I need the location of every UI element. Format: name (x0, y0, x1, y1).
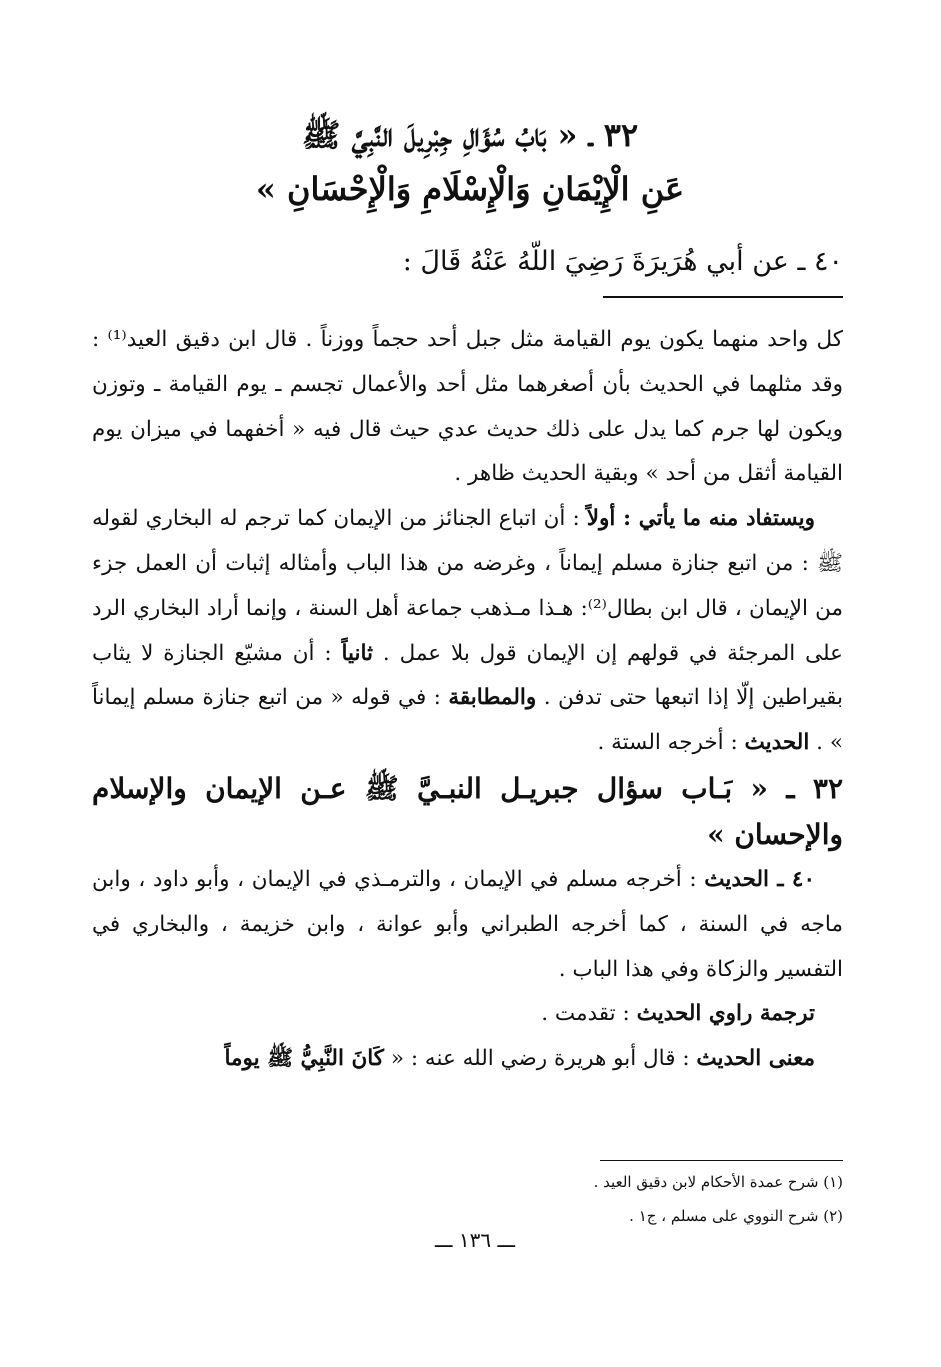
section-heading-line-1: ٣٢ ـ « بَـاب سؤال جبريـل النبـيَّ ﷺ عـن الإيمان والإسلام (92, 771, 843, 805)
chapter-heading-line-1: ٣٢ ـ « بَابُ سُؤَالِ جِبْرِيلَ النَّبِيَّ ﷺ (301, 116, 639, 154)
footnote-2: (٢) شرح النووي على مسلم ، ج١ . (629, 1207, 843, 1225)
bold-term: ويستفاد منه ما يأتي : أولاً (586, 506, 815, 532)
bold-term: ٤٠ ـ الحديث (704, 866, 815, 892)
hadith-intro: ٤٠ ـ عن أبي هُرَيرَةَ رَضِيَ اللّهُ عَنْهُ قَالَ : (402, 246, 843, 277)
commentary-paragraph-2 (92, 497, 843, 766)
paragraph-text: : أن اتباع الجنائز من الإيمان كما ترجم له البخاري لقوله ﷺ : من اتبع جنازة مسلم إيماناً ، وغرضه من هذا الباب وأمثاله إثبات أن العمل جزء من الإيمان ، قال ابن بطال⁽²⁾: هـذا مـذهب جماعة أهل السنة ، وإنما أراد البخاري الرد على المرجئة في قولهم إن الإيمان قول بلا عمل . (92, 506, 844, 666)
footnotes (92, 1165, 843, 1233)
bold-term: ثانياً (341, 640, 374, 666)
chapter-heading-line-2: عَنِ الْإِيْمَانِ وَالْإِسْلَامِ وَالْإِحْسَانِ » (255, 170, 685, 208)
page-number: ـــ ١٣٦ ـــ (434, 1228, 516, 1252)
footnote-1: (١) شرح عمدة الأحكام لابن دقيق العيد . (593, 1173, 843, 1191)
commentary-paragraph-1: كل واحد منهما يكون يوم القيامة مثل جبل أحد حجماً ووزناً . قال ابن دقيق العيد⁽¹⁾ : وقد مثلهما في الحديث بأن أصغرهما مثل أحد والأعمال تجسم ـ يوم القيامة ـ وتوزن ويكون لها جرم كما يدل على ذلك حديث عدي حيث قال فيه « أخفهما في ميزان يوم القيامة أثقل من أحد » وبقية الحديث ظاهر . (92, 327, 843, 487)
bold-term: الحديث (744, 730, 810, 756)
paragraph-text: : قال أبو هريرة رضي الله عنه : « (384, 1046, 697, 1072)
commentary-body (92, 318, 843, 1082)
separator-rule (603, 296, 843, 298)
chapter-heading (90, 108, 850, 216)
section-heading (92, 766, 843, 858)
section2-paragraph-2 (92, 992, 843, 1037)
paragraph-text: : في قوله « من اتبع جنازة مسلم إيماناً » . (92, 685, 843, 756)
paragraph-text: : تقدمت . (541, 1001, 637, 1027)
section2-paragraph-3 (92, 1037, 843, 1082)
bold-term: كَانَ النَّبِيُّ ﷺ يوماً (224, 1046, 385, 1072)
paragraph-text: : أخرجه الستة . (597, 730, 745, 756)
section-heading-line-2: والإحسان » (707, 817, 843, 851)
paragraph-text: : أخرجه مسلم في الإيمان ، والترمـذي في الإيمان ، وأبو داود ، وابن ماجه في السنة ، كما أخرجه الطبراني وأبو عوانة ، وابن خزيمة ، والبخاري في التفسير والزكاة وفي هذا الباب . (92, 866, 843, 982)
bold-term: ترجمة راوي الحديث (636, 1001, 815, 1027)
paragraph-text: : أن مشيّع الجنازة لا يثاب بقيراطين إلّا إذا اتبعها حتى تدفن . (92, 640, 843, 711)
section2-paragraph-1 (92, 858, 843, 992)
bold-term: معنى الحديث (696, 1046, 815, 1072)
bold-term: والمطابقة (448, 685, 537, 711)
footnote-separator (600, 1160, 843, 1161)
